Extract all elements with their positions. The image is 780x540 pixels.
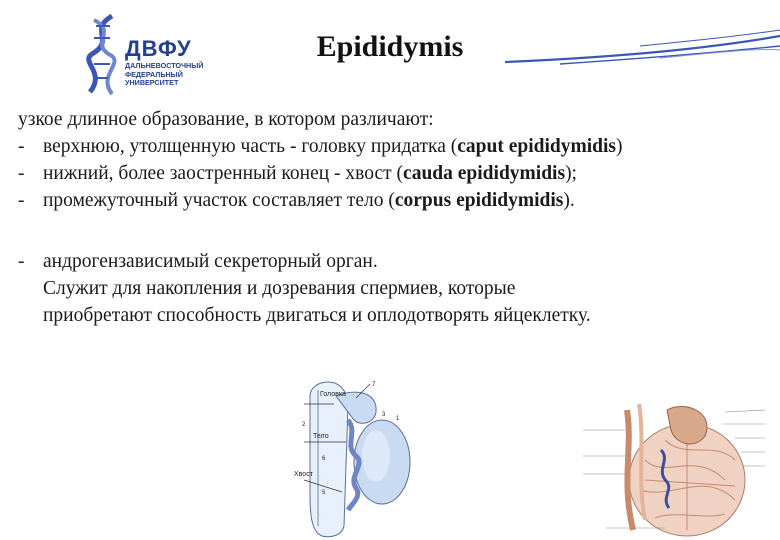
- label-5: 5: [322, 490, 326, 496]
- list-item: - андрогензависимый секреторный орган.: [18, 251, 378, 272]
- label-1: 1: [396, 416, 400, 422]
- description-line: Служит для накопления и дозревания спермиев, которые: [43, 278, 516, 299]
- latin-term: cauda epididymidis: [403, 163, 566, 184]
- epididymis-diagram: [282, 376, 422, 540]
- latin-term: corpus epididymidis: [394, 190, 564, 211]
- slide-title: Epididymis: [316, 30, 464, 63]
- list-item: - нижний, более заостренный конец - хвост (cauda epididymidis);: [18, 163, 577, 184]
- logo-name: ДАЛЬНЕВОСТОЧНЫЙ ФЕДЕРАЛЬНЫЙ УНИВЕРСИТЕТ: [125, 61, 204, 87]
- label-6: 6: [322, 456, 326, 462]
- label-2: 2: [302, 422, 306, 428]
- logo-abbreviation: ДВФУ: [125, 36, 192, 61]
- slide-body: [18, 106, 768, 329]
- label-3: 3: [382, 412, 386, 418]
- label-tail: Хвост: [294, 471, 313, 478]
- latin-term: caput epididymidis: [457, 136, 617, 157]
- label-head: Головка: [320, 391, 346, 398]
- label-body: Тело: [313, 433, 329, 440]
- label-7: 7: [372, 382, 376, 388]
- list-item: - промежуточный участок составляет тело (corpus epididymidis).: [18, 190, 575, 211]
- list-item: - верхнюю, утолщенную часть - головку придатка (caput epididymidis): [18, 136, 623, 157]
- intro-text: узкое длинное образование, в котором различают:: [18, 109, 434, 130]
- testis-anatomy-illustration: [575, 390, 780, 540]
- description-line: приобретают способность двигаться и оплодотворять яйцеклетку.: [43, 305, 591, 326]
